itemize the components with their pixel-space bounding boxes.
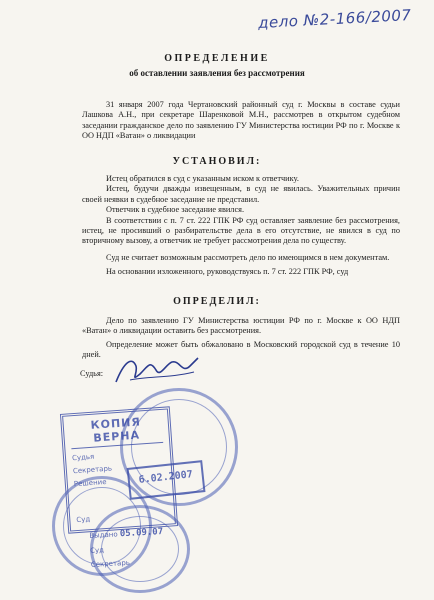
stamp-court: Суд: [76, 515, 91, 525]
stamp-secretary-2: Секретарь: [90, 558, 131, 569]
paragraph: Дело по заявлению ГУ Министерства юстиции РФ по г. Москве к ОО НДП «Ватан» о ликвидации оставить без рассмотрения.: [82, 316, 400, 336]
handwritten-case-number: дело №2-166/2007: [258, 5, 413, 33]
document-title: ОПРЕДЕЛЕНИЕ: [164, 53, 270, 64]
stamp-date: 6.02.2007: [127, 460, 206, 500]
issued-label: Выдано: [89, 530, 118, 540]
established-section: [82, 174, 400, 278]
issued-stamp: [89, 519, 201, 575]
stamp-court-2: Суд: [89, 546, 105, 555]
paragraph: Истец, будучи дважды извещенным, в суд не явилась. Уважительных причин своей неявки в судебное заседание не представил.: [82, 184, 400, 204]
issued-date: 05.09.07: [119, 527, 164, 540]
judge-signature-icon: [110, 352, 200, 390]
stamp-decision: Решение: [73, 477, 107, 489]
stamp-header: КОПИЯ ВЕРНА: [69, 414, 163, 449]
established-heading: УСТАНОВИЛ:: [172, 156, 262, 167]
paragraph: На основании изложенного, руководствуясь п. 7 ст. 222 ГПК РФ, суд: [106, 267, 349, 277]
decided-heading: ОПРЕДЕЛИЛ:: [173, 296, 261, 307]
document-subtitle: об оставлении заявления без рассмотрения: [129, 68, 305, 78]
stamp-judge: Судья: [71, 452, 95, 463]
paragraph: Суд не считает возможным рассмотреть дело по имеющимся в нем документам.: [106, 252, 390, 262]
stamp-secretary: Секретарь: [72, 464, 113, 476]
paragraph: В соответствии с п. 7 ст. 222 ГПК РФ суд оставляет заявление без рассмотрения, истец, не просивший о разбирательстве дела в его отсутствие, не явился в суд по вторичному вызову, а ответчик не требует рассмотрения дела по существу.: [82, 215, 400, 246]
paragraph: Ответчик в судебное заседание явился.: [106, 205, 245, 215]
paragraph: Определение может быть обжаловано в Московский городской суд в течение 10 дней.: [82, 339, 400, 360]
paragraph: Истец обратился в суд с указанным иском к ответчику.: [106, 174, 299, 183]
intro-paragraph: [82, 100, 400, 142]
issued-row: [89, 525, 199, 541]
intro-text: 31 января 2007 года Чертановский районный суд г. Москвы в составе судьи Лашкова А.Н., при секретаре Шаренковой М.Н., рассмотрев в открытом судебном заседании гражданское дело по заявлению ГУ Министерства юстиции РФ по г. Москве к ОО НДП «Ватан» о ликвидации: [82, 100, 400, 141]
judge-label: Судья:: [80, 369, 104, 378]
